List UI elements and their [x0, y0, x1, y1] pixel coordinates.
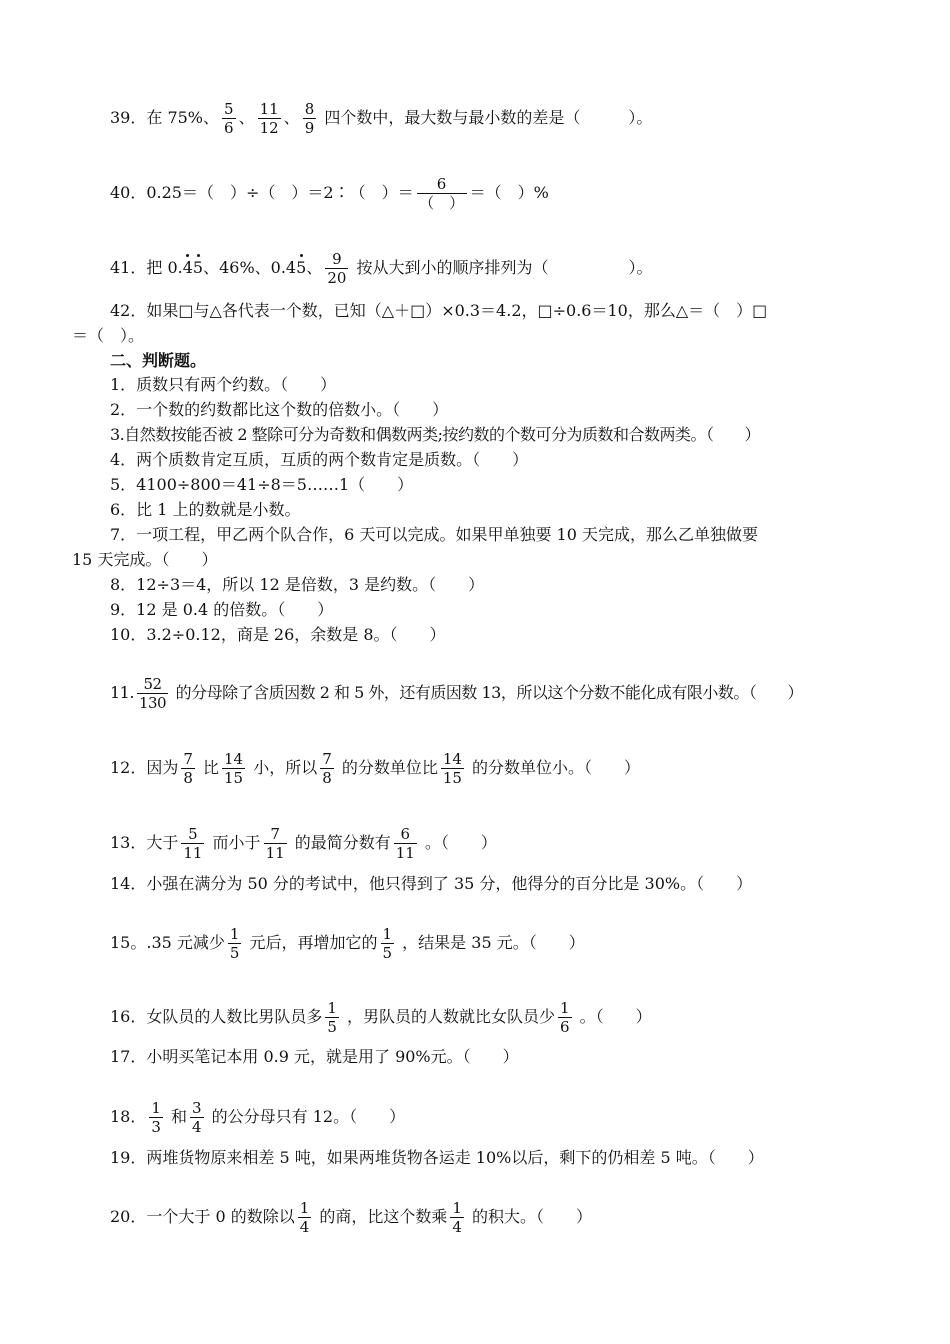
- judge-9: 9．12 是 0.4 的倍数。（ ）: [110, 600, 334, 619]
- denominator: 12: [259, 119, 279, 137]
- denominator: 15: [224, 769, 244, 787]
- judge-7-line-1: 7．一项工程，甲乙两个队合作，6 天可以完成。如果甲单独要 10 天完成，那么乙单独做要: [110, 525, 758, 544]
- q39-text: 39．在 75%、: [110, 108, 220, 127]
- numerator: 6: [417, 175, 467, 194]
- separator: 、: [238, 108, 255, 127]
- judge-5: 5．4100÷800＝41÷8＝5……1（ ）: [110, 475, 414, 494]
- j16-mid: ，男队员的人数就比女队员少: [341, 1007, 556, 1026]
- fraction: [222, 100, 236, 137]
- question-39: [110, 100, 652, 137]
- numerator: 7: [183, 750, 193, 768]
- denominator: 11: [183, 844, 203, 862]
- judge-7-line-2: 15 天完成。（ ）: [72, 550, 218, 569]
- denominator: 4: [192, 1118, 202, 1136]
- j20-mid: 的商，比这个数乘: [314, 1207, 448, 1226]
- separator: 、: [306, 258, 323, 277]
- j12-mid: 小，所以: [248, 758, 318, 777]
- fraction: [181, 750, 195, 787]
- j20-tail: 的积大。（ ）: [466, 1207, 592, 1226]
- question-41: [110, 250, 653, 287]
- denominator: 4: [452, 1218, 462, 1236]
- judge-15: [110, 925, 585, 962]
- j11-tail: 的分母除了含质因数 2 和 5 外，还有质因数 13，所以这个分数不能化成有限小数。（ ）: [171, 683, 803, 702]
- fraction: [441, 750, 464, 787]
- denominator: 20: [327, 269, 347, 287]
- j13-mid: 的最简分数有: [289, 833, 391, 852]
- judge-11: [110, 675, 803, 712]
- j12-text: 12．因为: [110, 758, 179, 777]
- section-title: 二、判断题。: [110, 351, 207, 370]
- numerator: 8: [304, 100, 315, 118]
- q39-tail: 四个数中，最大数与最小数的差是（ ）。: [319, 108, 653, 127]
- judge-19: 19．两堆货物原来相差 5 吨，如果两堆货物各运走 10%以后，剩下的仍相差 5 吨。（ ）: [110, 1148, 764, 1167]
- j20-text: 20．一个大于 0 的数除以: [110, 1207, 295, 1226]
- question-42-line-1: 42．如果□与△各代表一个数，已知（△＋□）×0.3＝4.2，□÷0.6＝10，那么△＝（ ）□: [110, 301, 768, 320]
- denominator: 5: [327, 1018, 337, 1036]
- j15-text: 15。.35 元减少: [110, 933, 225, 952]
- denominator: 11: [265, 844, 285, 862]
- j16-tail: 。（ ）: [574, 1007, 652, 1026]
- fraction: [222, 750, 245, 787]
- denominator: 5: [229, 944, 240, 962]
- judge-20: [110, 1199, 592, 1236]
- numerator: 14: [442, 750, 462, 768]
- numerator: 5: [181, 825, 204, 844]
- numerator: 9: [325, 250, 348, 269]
- numerator: 6: [394, 825, 417, 844]
- q40-text: 40．0.25＝（ ）÷（ ）＝2∶（ ）＝: [110, 183, 414, 202]
- denominator: （ ）: [419, 194, 465, 212]
- numerator: 3: [192, 1099, 202, 1117]
- fraction: [137, 675, 168, 712]
- q41-mid: 、46%、0.4: [203, 258, 297, 277]
- j13-text: 13．大于: [110, 833, 179, 852]
- numerator: 1: [299, 1199, 310, 1217]
- denominator: 8: [322, 769, 332, 787]
- j18-text: 18．: [110, 1107, 147, 1126]
- question-40: [110, 175, 549, 212]
- fraction: [190, 1099, 204, 1136]
- denominator: 4: [299, 1218, 310, 1236]
- judge-17: 17．小明买笔记本用 0.9 元，就是用了 90%元。（ ）: [110, 1047, 519, 1066]
- denominator: 5: [382, 944, 393, 962]
- j15-mid: 元后，再增加它的: [244, 933, 378, 952]
- j18-mid: 和: [165, 1107, 188, 1126]
- numerator: 7: [322, 750, 332, 768]
- fraction: [394, 825, 417, 862]
- denominator: 6: [560, 1018, 570, 1036]
- numerator: 11: [259, 100, 279, 118]
- j15-tail: ，结果是 35 元。（ ）: [397, 933, 585, 952]
- numerator: 52: [137, 675, 168, 694]
- question-42-line-2: ＝（ ）。: [72, 326, 145, 345]
- numerator: 5: [224, 100, 234, 118]
- fraction: [264, 825, 287, 862]
- j12-tail: 的分数单位小。（ ）: [466, 758, 641, 777]
- judge-13: [110, 825, 497, 862]
- numerator: 1: [452, 1199, 462, 1217]
- j18-tail: 的公分母只有 12。（ ）: [206, 1107, 406, 1126]
- fraction: [417, 175, 467, 212]
- fraction: [149, 1099, 163, 1136]
- fraction: [181, 825, 204, 862]
- fraction: [325, 999, 339, 1036]
- fraction: [298, 1199, 312, 1236]
- judge-12: [110, 750, 640, 787]
- judge-10: 10．3.2÷0.12，商是 26，余数是 8。（ ）: [110, 625, 446, 644]
- fraction: [325, 250, 348, 287]
- denominator: 6: [224, 119, 234, 137]
- fraction: [381, 925, 395, 962]
- j12-mid: 的分数单位比: [336, 758, 438, 777]
- fraction: [303, 100, 317, 137]
- q41-text: 41．把 0.: [110, 258, 183, 277]
- j16-text: 16．女队员的人数比男队员多: [110, 1007, 323, 1026]
- fraction: [450, 1199, 464, 1236]
- fraction: [258, 100, 281, 137]
- judge-8: 8．12÷3＝4，所以 12 是倍数，3 是约数。（ ）: [110, 575, 485, 594]
- j12-mid: 比: [197, 758, 220, 777]
- fraction: [558, 999, 572, 1036]
- denominator: 9: [304, 119, 315, 137]
- judge-4: 4．两个质数肯定互质，互质的两个数肯定是质数。（ ）: [110, 450, 529, 469]
- fraction: [320, 750, 334, 787]
- judge-16: [110, 999, 652, 1036]
- numerator: 14: [224, 750, 244, 768]
- repeating-digit: 5: [192, 258, 204, 277]
- numerator: 1: [327, 999, 337, 1017]
- repeating-digit: 4: [182, 258, 193, 277]
- judge-2: 2．一个数的约数都比这个数的倍数小。（ ）: [110, 400, 449, 419]
- denominator: 11: [395, 844, 415, 862]
- numerator: 1: [229, 925, 240, 943]
- judge-1: 1．质数只有两个约数。（ ）: [110, 375, 337, 394]
- judge-14: 14．小强在满分为 50 分的考试中，他只得到了 35 分，他得分的百分比是 30%。（ ）: [110, 874, 753, 893]
- judge-6: 6．比 1 上的数就是小数。: [110, 500, 301, 519]
- judge-3: 3.自然数按能否被 2 整除可分为奇数和偶数两类;按约数的个数可分为质数和合数两类。（ ）: [110, 425, 761, 444]
- denominator: 130: [138, 694, 167, 712]
- j13-mid: 而小于: [207, 833, 261, 852]
- j11-text: 11.: [110, 683, 134, 702]
- fraction: [228, 925, 242, 962]
- judge-18: [110, 1099, 405, 1136]
- j13-tail: 。（ ）: [419, 833, 497, 852]
- q41-tail: 按从大到小的顺序排列为（ ）。: [351, 258, 653, 277]
- numerator: 7: [264, 825, 287, 844]
- numerator: 1: [151, 1099, 161, 1117]
- numerator: 1: [560, 999, 570, 1017]
- repeating-digit: 5: [296, 258, 307, 277]
- denominator: 8: [183, 769, 193, 787]
- numerator: 1: [382, 925, 393, 943]
- q40-tail: ＝（ ）%: [469, 183, 549, 202]
- denominator: 15: [442, 769, 462, 787]
- denominator: 3: [151, 1118, 161, 1136]
- separator: 、: [283, 108, 300, 127]
